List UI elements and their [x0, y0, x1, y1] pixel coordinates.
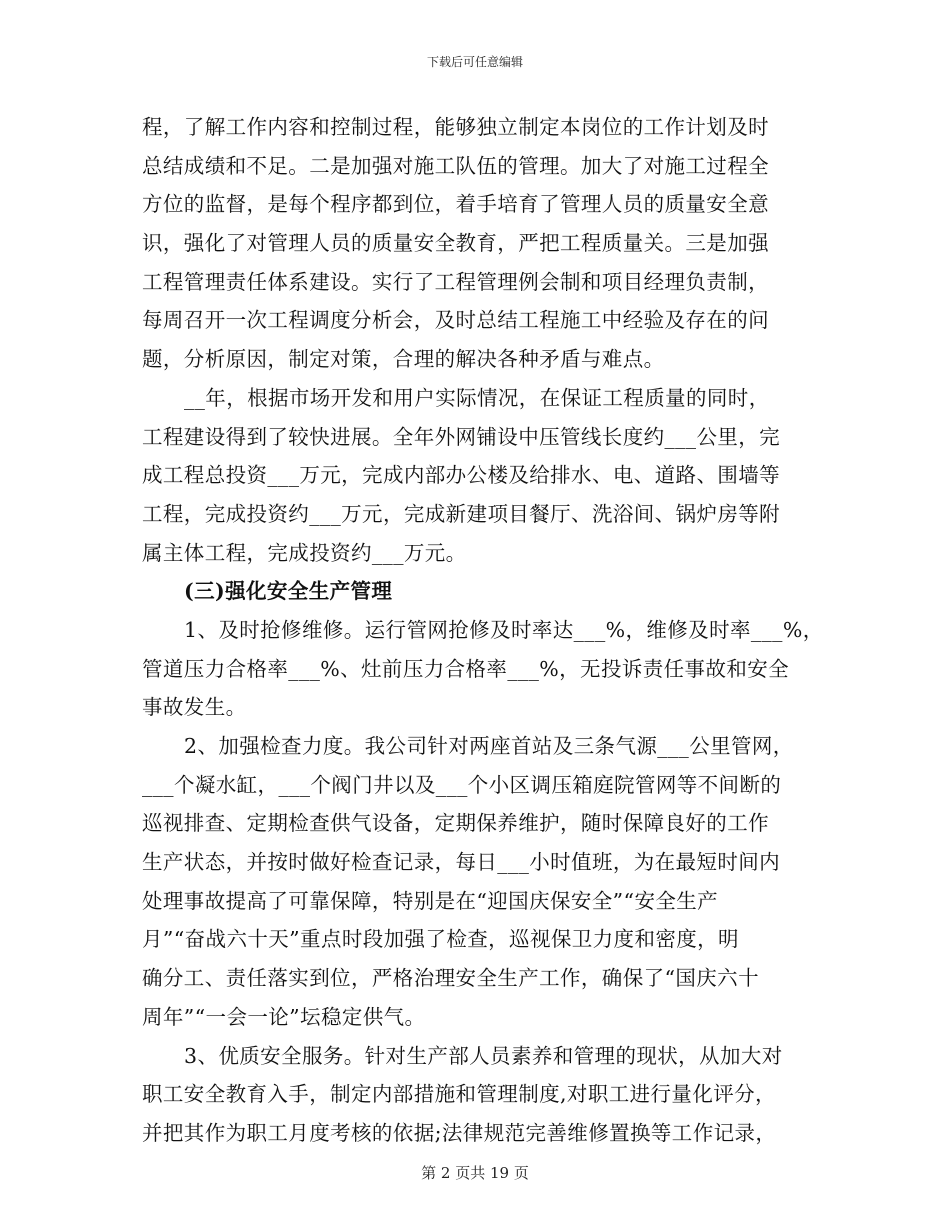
text-line: 题，分析原因，制定对策，合理的解决各种矛盾与难点。: [142, 347, 665, 372]
text-line: 生产状态，并按时做好检查记录，每日___小时值班，为在最短时间内: [142, 850, 781, 875]
text-line: 3、优质安全服务。针对生产部人员素养和管理的现状，从加大对: [184, 1043, 783, 1068]
text-line: 工程管理责任体系建设。实行了工程管理例会制和项目经理负责制，: [142, 269, 769, 294]
text-line: 月”“奋战六十天”重点时段加强了检查，巡视保卫力度和密度，明: [142, 927, 739, 952]
text-line: 方位的监督，是每个程序都到位，着手培育了管理人员的质量安全意: [142, 192, 769, 217]
text-line: 处理事故提高了可靠保障，特别是在“迎国庆保安全”“安全生产: [142, 888, 719, 913]
text-line: 工程，完成投资约___万元，完成新建项目餐厅、洗浴间、锅炉房等附: [142, 501, 781, 526]
text-line: 巡视排查、定期检查供气设备，定期保养维护，随时保障良好的工作: [142, 811, 769, 836]
text-line: 工程建设得到了较快进展。全年外网铺设中压管线长度约___公里，完: [142, 424, 781, 449]
text-line: ___个凝水缸，___个阀门井以及___个小区调压箱庭院管网等不间断的: [142, 772, 782, 797]
section-heading: (三)强化安全生产管理: [184, 579, 393, 604]
text-line: 2、加强检查力度。我公司针对两座首站及三条气源___公里管网，: [184, 734, 794, 758]
text-line: 程，了解工作内容和控制过程，能够独立制定本岗位的工作计划及时: [142, 115, 769, 139]
text-line: 确分工、责任落实到位，严格治理安全生产工作，确保了“国庆六十: [142, 966, 759, 991]
text-line: 职工安全教育入手，制定内部措施和管理制度,对职工进行量化评分，: [142, 1082, 776, 1107]
text-line: 总结成绩和不足。二是加强对施工队伍的管理。加大了对施工过程全: [142, 153, 769, 178]
text-line: 事故发生。: [142, 695, 247, 720]
text-line: 属主体工程，完成投资约___万元。: [142, 540, 467, 565]
text-line: 并把其作为职工月度考核的依据;法律规范完善维修置换等工作记录，: [142, 1120, 777, 1145]
text-line: 周年”“一会一论”坛稳定供气。: [142, 1004, 426, 1029]
text-line: __年，根据市场开发和用户实际情况，在保证工程质量的同时，: [184, 385, 770, 410]
text-line: 识，强化了对管理人员的质量安全教育，严把工程质量关。三是加强: [142, 231, 769, 256]
page-footer: 第 2 页共 19 页: [421, 1164, 529, 1182]
text-line: 成工程总投资___万元，完成内部办公楼及给排水、电、道路、围墙等: [142, 463, 781, 488]
text-line: 每周召开一次工程调度分析会，及时总结工程施工中经验及存在的问: [142, 308, 769, 333]
page-header: 下载后可任意编辑: [426, 55, 523, 69]
text-line: 管道压力合格率___%、灶前压力合格率___%，无投诉责任事故和安全: [142, 656, 790, 681]
document-body: [142, 108, 832, 1153]
text-line: 1、及时抢修维修。运行管网抢修及时率达___%，维修及时率___%，: [184, 617, 824, 642]
